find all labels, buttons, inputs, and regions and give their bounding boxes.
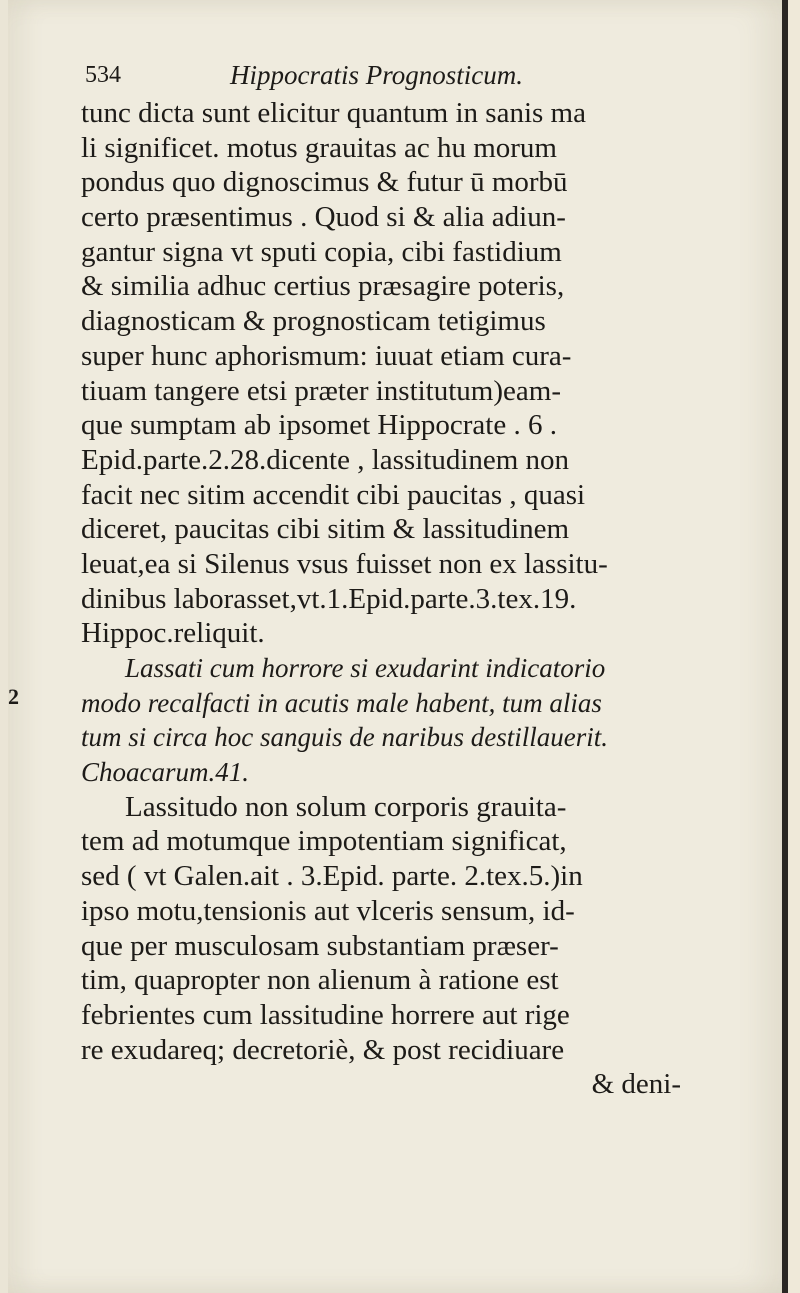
text-line: re exudareq; decretoriè, & post recidiuare bbox=[81, 1033, 565, 1066]
text-line: tem ad motumque impotentiam significat, bbox=[81, 825, 567, 858]
text-line: que sumptam ab ipsomet Hippocrate . 6 . bbox=[81, 409, 557, 442]
text-line: Epid.parte.2.28.dicente , lassitudinem non bbox=[81, 443, 570, 476]
text-line: sed ( vt Galen.ait . 3.Epid. parte. 2.tex.5.)in bbox=[81, 860, 583, 893]
text-line: dinibus laborasset,vt.1.Epid.parte.3.tex.19. bbox=[81, 582, 577, 615]
text-line: ipso motu,tensionis aut vlceris sensum, id- bbox=[81, 894, 575, 927]
text-block bbox=[81, 96, 709, 1102]
text-line: febrientes cum lassitudine horrere aut rige bbox=[81, 998, 570, 1031]
text-line: tunc dicta sunt elicitur quantum in sanis ma bbox=[81, 97, 586, 129]
text-line: diceret, paucitas cibi sitim & lassitudinem bbox=[81, 513, 570, 546]
text-line: Hippoc.reliquit. bbox=[81, 617, 265, 650]
text-line: & similia adhuc certius præsagire poteris, bbox=[81, 270, 565, 303]
text-line: li significet. motus grauitas ac hu morum bbox=[81, 131, 557, 164]
catchword: & deni- bbox=[591, 1068, 681, 1101]
text-line: Lassitudo non solum corporis grauita- bbox=[125, 790, 567, 823]
text-line: super hunc aphorismum: iuuat etiam cura- bbox=[81, 339, 572, 372]
marginal-number: 2 bbox=[8, 684, 19, 709]
outer-margin bbox=[788, 0, 800, 1293]
page-number: 534 bbox=[85, 62, 121, 88]
running-title: Hippocratis Prognosticum. bbox=[230, 60, 523, 90]
aphorism-line: tum si circa hoc sanguis de naribus destillauerit. bbox=[81, 722, 608, 753]
text-line: pondus quo dignoscimus & futur ū morbū bbox=[81, 166, 568, 199]
aphorism-source: Choacarum.41. bbox=[81, 757, 249, 788]
text-line: certo præsentimus . Quod si & alia adiun- bbox=[81, 201, 566, 234]
aphorism-line: Lassati cum horrore si exudarint indicatorio bbox=[125, 653, 606, 683]
text-line: tim, quapropter non alienum à ratione est bbox=[81, 964, 559, 997]
text-line: que per musculosam substantiam præser- bbox=[81, 929, 559, 962]
text-line: facit nec sitim accendit cibi paucitas , quasi bbox=[81, 478, 586, 511]
text-line: leuat,ea si Silenus vsus fuisset non ex lassitu- bbox=[81, 547, 608, 580]
aphorism-line: modo recalfacti in acutis male habent, tum alias bbox=[81, 687, 602, 718]
text-line: gantur signa vt sputi copia, cibi fastidium bbox=[81, 235, 562, 268]
text-line: tiuam tangere etsi præter institutum)eam- bbox=[81, 374, 561, 407]
text-line: diagnosticam & prognosticam tetigimus bbox=[81, 305, 546, 338]
